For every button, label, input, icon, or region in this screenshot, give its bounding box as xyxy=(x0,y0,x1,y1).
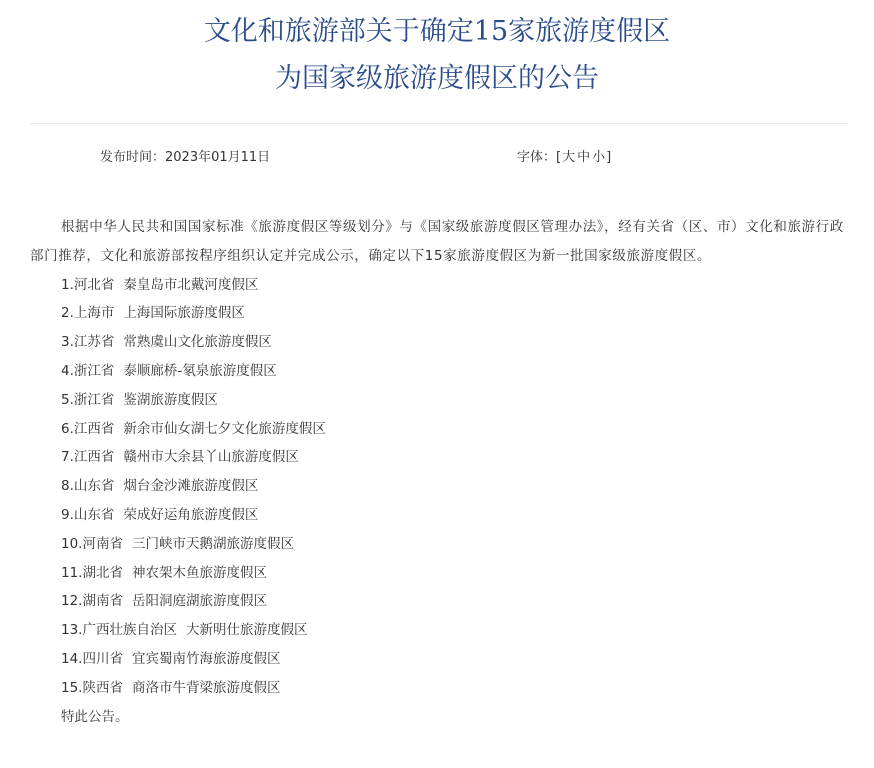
item-number: 14. xyxy=(61,650,83,667)
item-province: 湖北省 xyxy=(82,564,123,581)
list-item xyxy=(30,530,848,559)
item-number: 4. xyxy=(61,362,74,379)
list-item xyxy=(30,328,848,357)
font-medium-button[interactable]: 中 xyxy=(577,150,591,165)
closing-text: 特此公告。 xyxy=(61,708,129,725)
list-item xyxy=(30,674,848,703)
list-item xyxy=(30,587,848,616)
item-resort-name: 烟台金沙滩旅游度假区 xyxy=(123,478,259,495)
item-number: 12. xyxy=(61,593,83,610)
item-resort-name: 上海国际旅游度假区 xyxy=(123,305,245,322)
item-resort-name: 宜宾蜀南竹海旅游度假区 xyxy=(131,650,281,667)
item-province: 浙江省 xyxy=(73,391,115,408)
font-bracket-open: [ xyxy=(556,150,562,165)
article-title xyxy=(0,8,874,102)
item-number: 5. xyxy=(61,391,74,408)
list-item xyxy=(30,271,848,300)
title-line-2: 为国家级旅游度假区的公告 xyxy=(275,63,599,94)
list-item xyxy=(30,559,848,588)
item-resort-name: 大新明仕旅游度假区 xyxy=(185,622,308,639)
item-number: 1. xyxy=(61,276,74,293)
item-resort-name: 三门峡市天鹅湖旅游度假区 xyxy=(131,535,294,552)
font-small-button[interactable]: 小 xyxy=(592,150,606,165)
item-province: 上海市 xyxy=(73,305,115,322)
item-province: 陕西省 xyxy=(82,679,123,696)
font-size-switcher xyxy=(517,148,611,168)
list-item xyxy=(30,472,848,501)
title-divider xyxy=(30,123,848,124)
list-item xyxy=(30,616,848,645)
item-resort-name: 岳阳洞庭湖旅游度假区 xyxy=(131,593,267,610)
font-label: 字体： xyxy=(517,150,557,165)
item-resort-name: 神农架木鱼旅游度假区 xyxy=(131,564,267,581)
list-item xyxy=(30,415,848,444)
resort-list xyxy=(30,271,848,703)
list-item xyxy=(30,386,848,415)
title-line-1: 文化和旅游部关于确定15家旅游度假区 xyxy=(203,16,671,47)
item-province: 山东省 xyxy=(73,478,115,495)
item-number: 10. xyxy=(61,535,83,552)
item-province: 四川省 xyxy=(82,650,123,667)
item-number: 13. xyxy=(61,622,83,639)
item-number: 2. xyxy=(61,305,74,322)
item-number: 8. xyxy=(61,478,74,495)
publish-info xyxy=(100,148,270,168)
item-number: 9. xyxy=(61,506,74,523)
font-large-button[interactable]: 大 xyxy=(562,150,576,165)
item-province: 山东省 xyxy=(73,506,115,523)
article-body xyxy=(30,213,848,731)
list-item xyxy=(30,645,848,674)
item-province: 河北省 xyxy=(73,276,115,293)
item-province: 广西壮族自治区 xyxy=(82,622,177,639)
item-province: 江西省 xyxy=(73,420,115,437)
list-item xyxy=(30,501,848,530)
item-province: 河南省 xyxy=(82,535,123,552)
publish-label: 发布时间： xyxy=(100,150,166,165)
item-province: 江苏省 xyxy=(73,334,115,351)
item-province: 湖南省 xyxy=(82,593,123,610)
item-resort-name: 新余市仙女湖七夕文化旅游度假区 xyxy=(123,420,326,437)
item-province: 浙江省 xyxy=(73,362,115,379)
intro-paragraph: 根据中华人民共和国国家标准《旅游度假区等级划分》与《国家级旅游度假区管理办法》，经有关省（区、市）文化和旅游行政部门推荐，文化和旅游部按程序组织认定并完成公示，确定以下15家旅游度假区为新一批国家级旅游度假区。 xyxy=(30,219,844,264)
item-resort-name: 荣成好运角旅游度假区 xyxy=(123,506,259,523)
list-item xyxy=(30,357,848,386)
list-item xyxy=(30,299,848,328)
publish-date: 2023年01月11日 xyxy=(165,150,271,165)
item-number: 15. xyxy=(61,679,83,696)
item-resort-name: 赣州市大余县丫山旅游度假区 xyxy=(123,449,299,466)
item-resort-name: 秦皇岛市北戴河度假区 xyxy=(123,276,259,293)
item-resort-name: 商洛市牛背梁旅游度假区 xyxy=(131,679,281,696)
item-number: 7. xyxy=(61,449,74,466)
font-bracket-close: ] xyxy=(606,150,612,165)
item-resort-name: 鉴湖旅游度假区 xyxy=(123,391,218,408)
list-item xyxy=(30,443,848,472)
item-resort-name: 常熟虞山文化旅游度假区 xyxy=(123,334,272,351)
item-number: 3. xyxy=(61,334,74,351)
item-number: 6. xyxy=(61,420,74,437)
item-number: 11. xyxy=(61,564,83,581)
item-province: 江西省 xyxy=(73,449,115,466)
item-resort-name: 泰顺廊桥-氡泉旅游度假区 xyxy=(123,362,277,379)
